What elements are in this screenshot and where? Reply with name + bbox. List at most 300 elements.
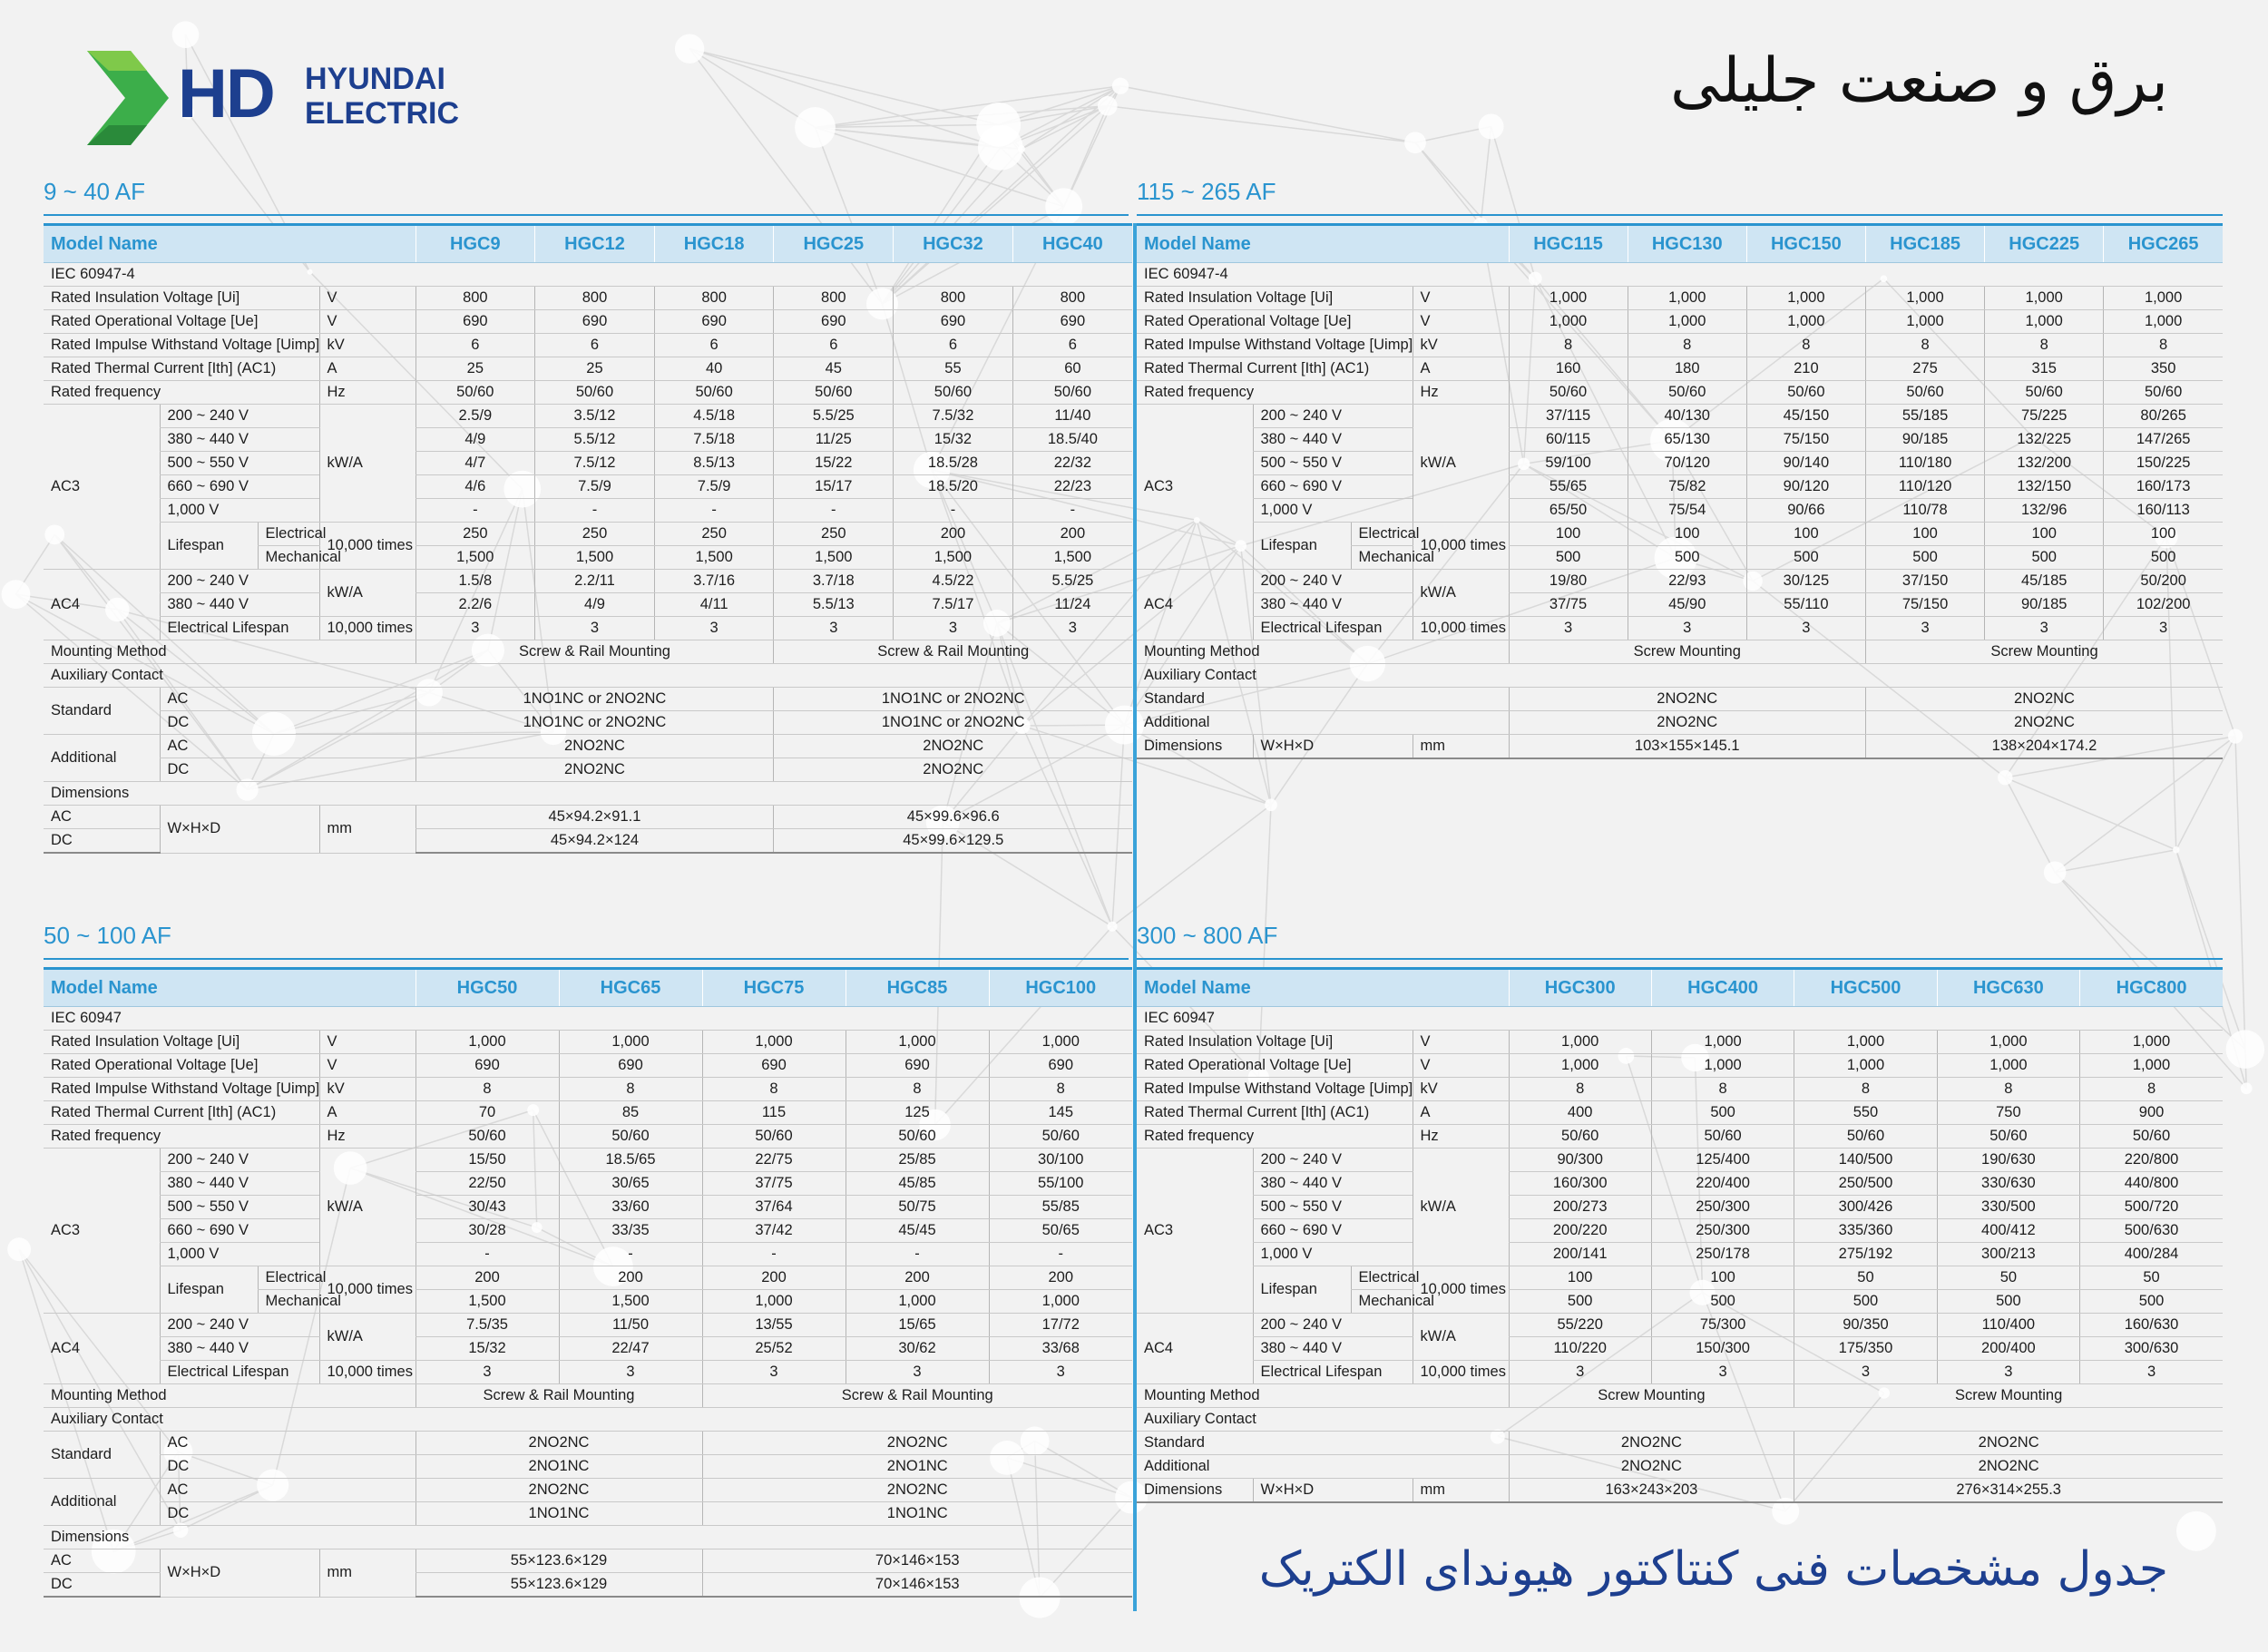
- logo-name-line1: HYUNDAI: [305, 62, 445, 96]
- unit-cell: kW/A: [1413, 570, 1509, 617]
- elec-lifespan-label: Electrical Lifespan: [1253, 1361, 1413, 1384]
- model-header: HGC115: [1509, 225, 1628, 263]
- row-label: Rated Impulse Withstand Voltage [Uimp]: [1137, 1078, 1413, 1101]
- group-value: 2NO2NC: [1509, 1432, 1794, 1455]
- unit-cell: 10,000 times: [1413, 617, 1509, 640]
- model-header: HGC85: [846, 969, 989, 1007]
- value-cell: 22/93: [1628, 570, 1746, 593]
- value-cell: 4/9: [535, 593, 655, 617]
- ac4-row: [1137, 593, 2223, 617]
- value-cell: 33/68: [989, 1337, 1132, 1361]
- value-cell: 1,500: [774, 546, 894, 570]
- model-header: HGC225: [1985, 225, 2104, 263]
- value-cell: 125/400: [1651, 1149, 1794, 1172]
- value-cell: 690: [774, 310, 894, 334]
- unit-cell: V: [319, 1031, 415, 1054]
- value-cell: 55/100: [989, 1172, 1132, 1196]
- row-label: Rated Operational Voltage [Ue]: [44, 310, 319, 334]
- value-cell: 1,000: [702, 1290, 846, 1314]
- value-cell: 75/150: [1865, 593, 1984, 617]
- lifespan-label: Lifespan: [160, 523, 258, 570]
- value-cell: 3: [415, 1361, 559, 1384]
- value-cell: 15/50: [415, 1149, 559, 1172]
- whd-label: W×H×D: [160, 1549, 319, 1598]
- voltage-label: 380 ~ 440 V: [160, 428, 319, 452]
- aux-row: [1137, 711, 2223, 735]
- unit-cell: 10,000 times: [1413, 523, 1509, 570]
- value-cell: 59/100: [1509, 452, 1628, 475]
- value-cell: 690: [846, 1054, 989, 1078]
- value-cell: 300/426: [1794, 1196, 1937, 1219]
- value-cell: 690: [559, 1054, 702, 1078]
- dim-row: [1137, 735, 2223, 759]
- value-cell: 3: [559, 1361, 702, 1384]
- footer-title: جدول مشخصات فنی کنتاکتور هیوندای الکتریک: [1258, 1542, 2168, 1597]
- dimensions-section: [44, 782, 1132, 806]
- value-cell: 50/200: [2104, 570, 2223, 593]
- ac3-row: [1137, 1172, 2223, 1196]
- elec-lifespan-label: Electrical Lifespan: [160, 617, 319, 640]
- value-cell: 3: [1746, 617, 1865, 640]
- value-cell: 100: [1651, 1266, 1794, 1290]
- network-link: [816, 106, 1108, 128]
- value-cell: 1,500: [559, 1290, 702, 1314]
- value-cell: 8.5/13: [654, 452, 774, 475]
- value-cell: 65/130: [1628, 428, 1746, 452]
- voltage-label: 1,000 V: [160, 499, 319, 523]
- row-label: Rated frequency: [1137, 381, 1413, 405]
- value-cell: 275/192: [1794, 1243, 1937, 1266]
- network-node: [1998, 770, 2012, 785]
- value-cell: 175/350: [1794, 1337, 1937, 1361]
- value-cell: 1,000: [702, 1031, 846, 1054]
- unit-cell: kV: [319, 334, 415, 357]
- group-value: 2NO2NC: [1794, 1432, 2223, 1455]
- network-link: [689, 49, 999, 125]
- value-cell: 1,000: [1746, 287, 1865, 310]
- row-label: Additional: [44, 735, 160, 782]
- value-cell: 900: [2080, 1101, 2223, 1125]
- value-cell: 60: [1012, 357, 1132, 381]
- ac3-row: [44, 452, 1132, 475]
- value-cell: 50/60: [1746, 381, 1865, 405]
- panel-title: 115 ~ 265 AF: [1137, 178, 1276, 205]
- panel-title: 9 ~ 40 AF: [44, 178, 146, 205]
- value-cell: 11/24: [1012, 593, 1132, 617]
- table-row: [1137, 381, 2223, 405]
- value-cell: 25: [535, 357, 655, 381]
- value-cell: 22/75: [702, 1149, 846, 1172]
- spec-table: [44, 967, 1132, 1598]
- value-cell: 30/43: [415, 1196, 559, 1219]
- voltage-label: 380 ~ 440 V: [160, 1172, 319, 1196]
- dim-row: [44, 806, 1132, 829]
- row-label: Rated Insulation Voltage [Ui]: [1137, 1031, 1413, 1054]
- unit-cell: V: [319, 310, 415, 334]
- standard-row: [44, 1007, 1132, 1031]
- group-value: 138×204×174.2: [1865, 735, 2223, 759]
- value-cell: 8: [1985, 334, 2104, 357]
- ac3-row: [44, 1196, 1132, 1219]
- value-cell: 500: [1509, 546, 1628, 570]
- value-cell: 1,000: [1628, 287, 1746, 310]
- table-header-row: [44, 225, 1132, 263]
- table-row: [1137, 1125, 2223, 1149]
- value-cell: 8: [1937, 1078, 2079, 1101]
- unit-cell: mm: [1413, 735, 1509, 759]
- value-cell: 22/50: [415, 1172, 559, 1196]
- value-cell: 45/185: [1985, 570, 2104, 593]
- model-header: HGC25: [774, 225, 894, 263]
- model-name-header: Model Name: [44, 969, 415, 1007]
- value-cell: 3: [1628, 617, 1746, 640]
- row-label: Standard: [1137, 688, 1509, 711]
- row-label: Mounting Method: [44, 640, 415, 664]
- value-cell: 37/42: [702, 1219, 846, 1243]
- value-cell: 30/62: [846, 1337, 989, 1361]
- value-cell: -: [846, 1243, 989, 1266]
- value-cell: 1,000: [1509, 287, 1628, 310]
- network-link: [1108, 106, 1415, 143]
- value-cell: 17/72: [989, 1314, 1132, 1337]
- group-value: Screw & Rail Mounting: [702, 1384, 1132, 1408]
- model-header: HGC50: [415, 969, 559, 1007]
- table-row: [44, 1078, 1132, 1101]
- value-cell: 400: [1509, 1101, 1651, 1125]
- section-label: Dimensions: [44, 782, 1132, 806]
- section-label: Auxiliary Contact: [1137, 664, 2223, 688]
- unit-cell: Hz: [1413, 381, 1509, 405]
- value-cell: 5.5/25: [1012, 570, 1132, 593]
- elec-life-row: [44, 617, 1132, 640]
- value-cell: 7.5/17: [894, 593, 1013, 617]
- value-cell: 1,000: [2080, 1054, 2223, 1078]
- row-label: Rated Impulse Withstand Voltage [Uimp]: [44, 1078, 319, 1101]
- value-cell: 7.5/35: [415, 1314, 559, 1337]
- ac3-label: AC3: [1137, 405, 1253, 570]
- value-cell: 7.5/12: [535, 452, 655, 475]
- unit-cell: mm: [319, 806, 415, 854]
- voltage-label: 200 ~ 240 V: [160, 405, 319, 428]
- unit-cell: 10,000 times: [1413, 1266, 1509, 1314]
- table-header-row: [1137, 969, 2223, 1007]
- unit-cell: V: [319, 1054, 415, 1078]
- value-cell: 115: [702, 1101, 846, 1125]
- group-value: Screw Mounting: [1509, 1384, 1794, 1408]
- value-cell: 3: [1509, 617, 1628, 640]
- value-cell: -: [415, 1243, 559, 1266]
- ac3-row: [1137, 405, 2223, 428]
- standard-row: [44, 263, 1132, 287]
- group-value: Screw & Rail Mounting: [415, 640, 774, 664]
- value-cell: 1,000: [989, 1031, 1132, 1054]
- voltage-label: 200 ~ 240 V: [1253, 1314, 1413, 1337]
- voltage-label: 500 ~ 550 V: [160, 452, 319, 475]
- ac4-row: [44, 1314, 1132, 1337]
- value-cell: 50/60: [1012, 381, 1132, 405]
- value-cell: 800: [654, 287, 774, 310]
- value-cell: 800: [1012, 287, 1132, 310]
- value-cell: 85: [559, 1101, 702, 1125]
- value-cell: 200/220: [1509, 1219, 1651, 1243]
- value-cell: 37/75: [702, 1172, 846, 1196]
- group-value: 2NO2NC: [1509, 1455, 1794, 1479]
- mounting-row: [1137, 640, 2223, 664]
- group-value: 1NO1NC or 2NO2NC: [774, 688, 1132, 711]
- value-cell: 50/60: [535, 381, 655, 405]
- group-value: 2NO2NC: [1509, 688, 1865, 711]
- value-cell: 75/150: [1746, 428, 1865, 452]
- unit-cell: kV: [1413, 334, 1509, 357]
- voltage-label: 380 ~ 440 V: [1253, 428, 1413, 452]
- value-cell: 330/630: [1937, 1172, 2079, 1196]
- value-cell: 200/141: [1509, 1243, 1651, 1266]
- unit-cell: A: [319, 357, 415, 381]
- voltage-label: 380 ~ 440 V: [1253, 1172, 1413, 1196]
- value-cell: 1,500: [415, 546, 535, 570]
- network-node: [1479, 113, 1504, 139]
- value-cell: 6: [535, 334, 655, 357]
- network-node: [172, 21, 200, 48]
- unit-cell: V: [319, 287, 415, 310]
- value-cell: 4.5/18: [654, 405, 774, 428]
- value-cell: 15/32: [894, 428, 1013, 452]
- ac4-label: AC4: [1137, 570, 1253, 640]
- value-cell: 5.5/12: [535, 428, 655, 452]
- value-cell: 45: [774, 357, 894, 381]
- value-cell: 15/32: [415, 1337, 559, 1361]
- value-cell: 275: [1865, 357, 1984, 381]
- row-label: Rated Insulation Voltage [Ui]: [44, 1031, 319, 1054]
- group-value: Screw & Rail Mounting: [415, 1384, 702, 1408]
- value-cell: 3: [1865, 617, 1984, 640]
- ac4-row: [44, 1337, 1132, 1361]
- value-cell: 11/25: [774, 428, 894, 452]
- value-cell: 250: [654, 523, 774, 546]
- group-value: 163×243×203: [1509, 1479, 1794, 1503]
- voltage-label: 500 ~ 550 V: [160, 1196, 319, 1219]
- ac3-row: [44, 1219, 1132, 1243]
- value-cell: 400/412: [1937, 1219, 2079, 1243]
- table-row: [1137, 1078, 2223, 1101]
- group-value: 2NO2NC: [415, 758, 774, 782]
- value-cell: 3: [654, 617, 774, 640]
- value-cell: 40: [654, 357, 774, 381]
- value-cell: 690: [415, 310, 535, 334]
- value-cell: 8: [1794, 1078, 1937, 1101]
- ac3-row: [44, 499, 1132, 523]
- model-header: HGC185: [1865, 225, 1984, 263]
- value-cell: 45/90: [1628, 593, 1746, 617]
- lifespan-row: [1137, 1266, 2223, 1290]
- elec-life-row: [1137, 617, 2223, 640]
- value-cell: 8: [1509, 334, 1628, 357]
- value-cell: 3: [415, 617, 535, 640]
- value-cell: 55/65: [1509, 475, 1628, 499]
- hyundai-electric-logo: [87, 51, 486, 145]
- row-label: Rated Impulse Withstand Voltage [Uimp]: [44, 334, 319, 357]
- aux-row: [44, 1455, 1132, 1479]
- value-cell: 25: [415, 357, 535, 381]
- model-header: HGC9: [415, 225, 535, 263]
- ac3-row: [44, 1149, 1132, 1172]
- table-row: [44, 357, 1132, 381]
- aux-row: [44, 1502, 1132, 1526]
- ac3-row: [44, 428, 1132, 452]
- value-cell: 7.5/18: [654, 428, 774, 452]
- aux-row: [44, 688, 1132, 711]
- row-label: Rated Thermal Current [Ith] (AC1): [44, 357, 319, 381]
- mechanical-label: Mechanical: [258, 1290, 319, 1314]
- value-cell: 100: [2104, 523, 2223, 546]
- row-label: Rated Thermal Current [Ith] (AC1): [1137, 357, 1413, 381]
- group-value: 2NO2NC: [415, 735, 774, 758]
- network-node: [2228, 728, 2243, 743]
- value-cell: 55: [894, 357, 1013, 381]
- row-label: Rated Operational Voltage [Ue]: [1137, 1054, 1413, 1078]
- value-cell: 6: [654, 334, 774, 357]
- value-cell: 50/65: [989, 1219, 1132, 1243]
- network-node: [675, 34, 704, 64]
- panel-title-rule: [1137, 958, 2223, 960]
- dc-label: DC: [160, 1502, 415, 1526]
- spec-table: [1137, 223, 2223, 759]
- value-cell: 4.5/22: [894, 570, 1013, 593]
- dc-label: DC: [44, 829, 160, 854]
- value-cell: 50/60: [774, 381, 894, 405]
- value-cell: 250: [535, 523, 655, 546]
- value-cell: 100: [1628, 523, 1746, 546]
- elec-lifespan-label: Electrical Lifespan: [160, 1361, 319, 1384]
- value-cell: 180: [1628, 357, 1746, 381]
- value-cell: 55/185: [1865, 405, 1984, 428]
- value-cell: 160: [1509, 357, 1628, 381]
- group-value: 2NO2NC: [415, 1432, 702, 1455]
- value-cell: 210: [1746, 357, 1865, 381]
- row-label: Rated Insulation Voltage [Ui]: [1137, 287, 1413, 310]
- value-cell: 3: [774, 617, 894, 640]
- table-row: [1137, 357, 2223, 381]
- value-cell: 132/200: [1985, 452, 2104, 475]
- dimensions-section: [44, 1526, 1132, 1549]
- value-cell: 2.5/9: [415, 405, 535, 428]
- network-node: [795, 107, 836, 148]
- row-label: Rated Operational Voltage [Ue]: [1137, 310, 1413, 334]
- model-header: HGC265: [2104, 225, 2223, 263]
- value-cell: 90/350: [1794, 1314, 1937, 1337]
- network-node: [2176, 1511, 2216, 1551]
- group-value: 2NO2NC: [1794, 1455, 2223, 1479]
- value-cell: 5.5/13: [774, 593, 894, 617]
- ac3-row: [1137, 452, 2223, 475]
- value-cell: 8: [702, 1078, 846, 1101]
- group-value: 1NO1NC or 2NO2NC: [774, 711, 1132, 735]
- value-cell: 1,500: [654, 546, 774, 570]
- value-cell: -: [989, 1243, 1132, 1266]
- value-cell: 50/60: [702, 1125, 846, 1149]
- row-label: Dimensions: [1137, 1479, 1253, 1503]
- panel-title-rule: [1137, 214, 2223, 216]
- value-cell: 55/110: [1746, 593, 1865, 617]
- spec-table: [44, 223, 1132, 854]
- mechanical-label: Mechanical: [1351, 1290, 1413, 1314]
- unit-cell: kV: [319, 1078, 415, 1101]
- value-cell: 250: [774, 523, 894, 546]
- network-link: [1481, 126, 1491, 224]
- value-cell: 1,000: [1985, 287, 2104, 310]
- value-cell: 110/78: [1865, 499, 1984, 523]
- network-link: [2005, 777, 2055, 873]
- value-cell: 75/82: [1628, 475, 1746, 499]
- value-cell: 45/150: [1746, 405, 1865, 428]
- group-value: 2NO2NC: [415, 1479, 702, 1502]
- value-cell: 300/630: [2080, 1337, 2223, 1361]
- group-value: 1NO1NC: [415, 1502, 702, 1526]
- unit-cell: V: [1413, 287, 1509, 310]
- value-cell: 19/80: [1509, 570, 1628, 593]
- value-cell: 300/213: [1937, 1243, 2079, 1266]
- logo-hd-letters: HD: [178, 55, 274, 132]
- model-header: HGC130: [1628, 225, 1746, 263]
- table-header-row: [44, 969, 1132, 1007]
- value-cell: 15/65: [846, 1314, 989, 1337]
- value-cell: 3: [1937, 1361, 2079, 1384]
- unit-cell: Hz: [1413, 1125, 1509, 1149]
- row-label: Additional: [1137, 1455, 1509, 1479]
- value-cell: 800: [894, 287, 1013, 310]
- value-cell: 45/45: [846, 1219, 989, 1243]
- row-label: Mounting Method: [44, 1384, 415, 1408]
- model-header: HGC300: [1509, 969, 1651, 1007]
- value-cell: 50/60: [1985, 381, 2104, 405]
- value-cell: 1,000: [2104, 310, 2223, 334]
- value-cell: 50/60: [415, 381, 535, 405]
- ac-label: AC: [44, 806, 160, 829]
- row-label: Rated Impulse Withstand Voltage [Uimp]: [1137, 334, 1413, 357]
- value-cell: 690: [535, 310, 655, 334]
- value-cell: 330/500: [1937, 1196, 2079, 1219]
- ac-label: AC: [160, 735, 415, 758]
- network-link: [2005, 777, 2175, 850]
- value-cell: 1,000: [1937, 1054, 2079, 1078]
- value-cell: 3: [2080, 1361, 2223, 1384]
- value-cell: 50/60: [415, 1125, 559, 1149]
- unit-cell: kW/A: [1413, 1149, 1509, 1266]
- value-cell: 50/60: [846, 1125, 989, 1149]
- dc-label: DC: [160, 711, 415, 735]
- lifespan-label: Lifespan: [1253, 523, 1351, 570]
- value-cell: -: [415, 499, 535, 523]
- network-link: [689, 49, 815, 128]
- elec-lifespan-label: Electrical Lifespan: [1253, 617, 1413, 640]
- value-cell: 500: [1628, 546, 1746, 570]
- group-value: 45×99.6×96.6: [774, 806, 1132, 829]
- hd-chevron-icon: [87, 51, 169, 145]
- model-header: HGC500: [1794, 969, 1937, 1007]
- row-label: Additional: [44, 1479, 160, 1526]
- ac3-label: AC3: [1137, 1149, 1253, 1314]
- table-row: [44, 334, 1132, 357]
- value-cell: 22/32: [1012, 452, 1132, 475]
- value-cell: 50/60: [1509, 381, 1628, 405]
- ac3-row: [1137, 475, 2223, 499]
- value-cell: 500: [1937, 1290, 2079, 1314]
- value-cell: 3: [1012, 617, 1132, 640]
- value-cell: 3: [894, 617, 1013, 640]
- table-row: [44, 310, 1132, 334]
- unit-cell: kW/A: [319, 1314, 415, 1361]
- group-value: 45×94.2×124: [415, 829, 774, 854]
